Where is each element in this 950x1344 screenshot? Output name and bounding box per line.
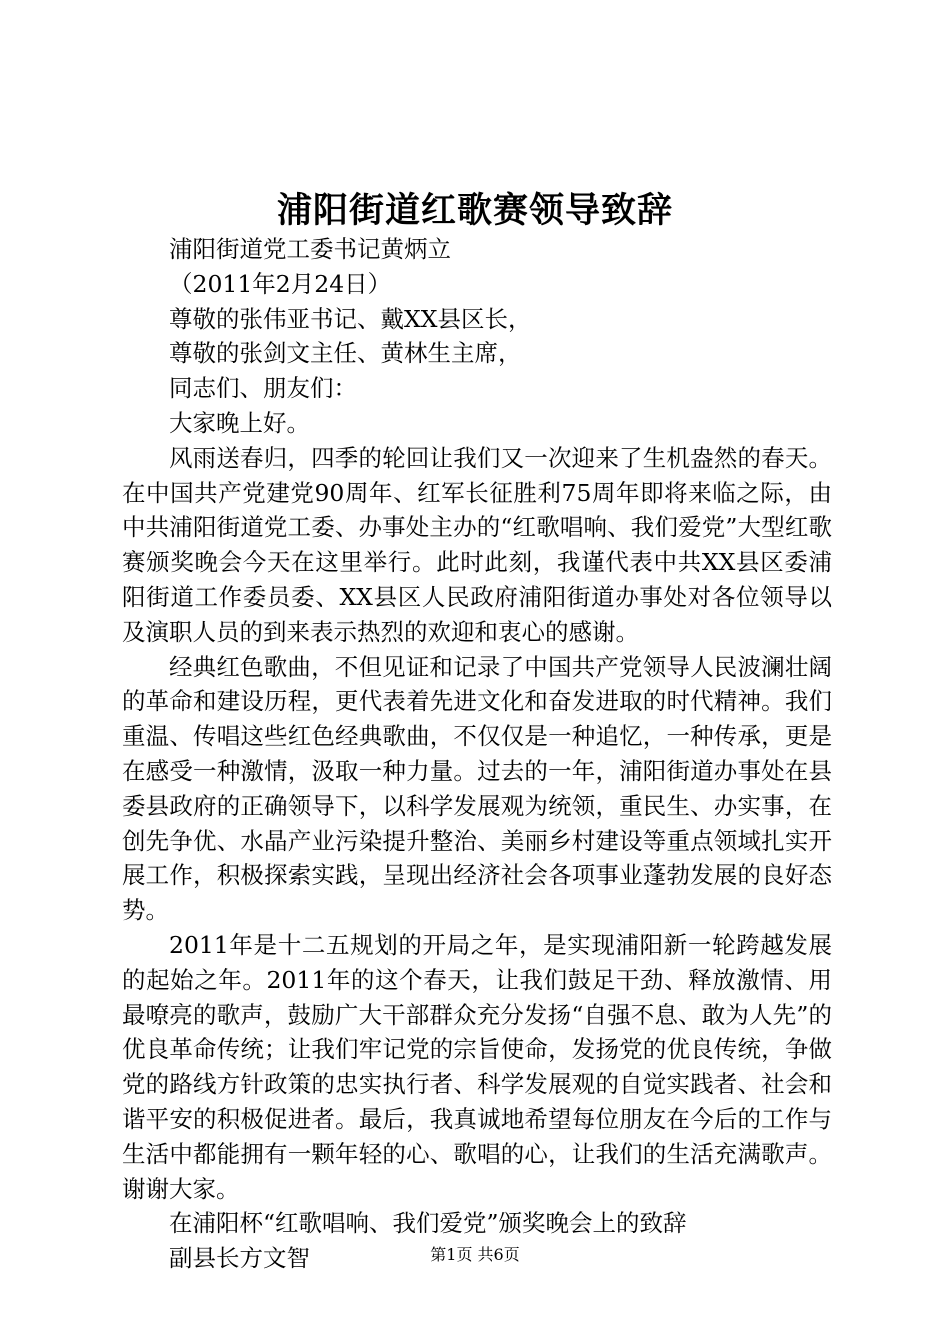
next-speaker-line: 副县长方文智 [169,1244,310,1273]
body-paragraph: 2011年是十二五规划的开局之年，是实现浦阳新一轮跨越发展的起始之年。2011年的这个春天，让我们鼓足干劲、释放激情、用最嘹亮的歌声，鼓励广大干部群众充分发扬“自强不息、敢为人先”的优良革命传统；让我们牢记党的宗旨使命，发扬党的优良传统，争做党的路线方针政策的忠实执行者、科学发展观的自觉实践者、社会和谐平安的积极促进者。最后，我真诚地希望每位朋友在今后的工作与生活中都能拥有一颗年轻的心、歌唱的心，让我们的生活充满歌声。谢谢大家。 [122,930,832,1203]
body-paragraph: 经典红色歌曲，不但见证和记录了中国共产党领导人民波澜壮阔的革命和建设历程，更代表着先进文化和奋发进取的时代精神。我们重温、传唱这些红色经典歌曲，不仅仅是一种追忆，一种传承，更是在感受一种激情，汲取一种力量。过去的一年，浦阳街道办事处在县委县政府的正确领导下，以科学发展观为统领，重民生、办实事，在创先争优、水晶产业污染提升整治、美丽乡村建设等重点领域扎实开展工作，积极探索实践，呈现出经济社会各项事业蓬勃发展的良好态势。 [122,652,832,925]
document-title: 浦阳街道红歌赛领导致辞 [276,190,673,231]
page-number: 第1页 共6页 [430,1245,520,1264]
salutation-line: 尊敬的张伟亚书记、戴XX县区长， [169,304,532,333]
salutation-line: 同志们、朋友们： [169,374,357,403]
salutation-line: 尊敬的张剑文主任、黄林生主席， [169,339,522,368]
document-body [122,232,832,1276]
date-line: （2011年2月24日） [169,269,392,298]
body-paragraph: 风雨送春归，四季的轮回让我们又一次迎来了生机盎然的春天。在中国共产党建党90周年、红军长征胜利75周年即将来临之际，由中共浦阳街道党工委、办事处主办的“红歌唱响、我们爱党”大型红歌赛颁奖晚会今天在这里举行。此时此刻，我谨代表中共XX县区委浦阳街道工作委员委、XX县区人民政府浦阳街道办事处对各位领导以及演职人员的到来表示热烈的欢迎和衷心的感谢。 [122,443,832,646]
next-speech-title: 在浦阳杯“红歌唱响、我们爱党”颁奖晚会上的致辞 [169,1209,687,1238]
speaker-line: 浦阳街道党工委书记黄炳立 [169,235,451,263]
greeting-line: 大家晚上好。 [169,408,310,437]
